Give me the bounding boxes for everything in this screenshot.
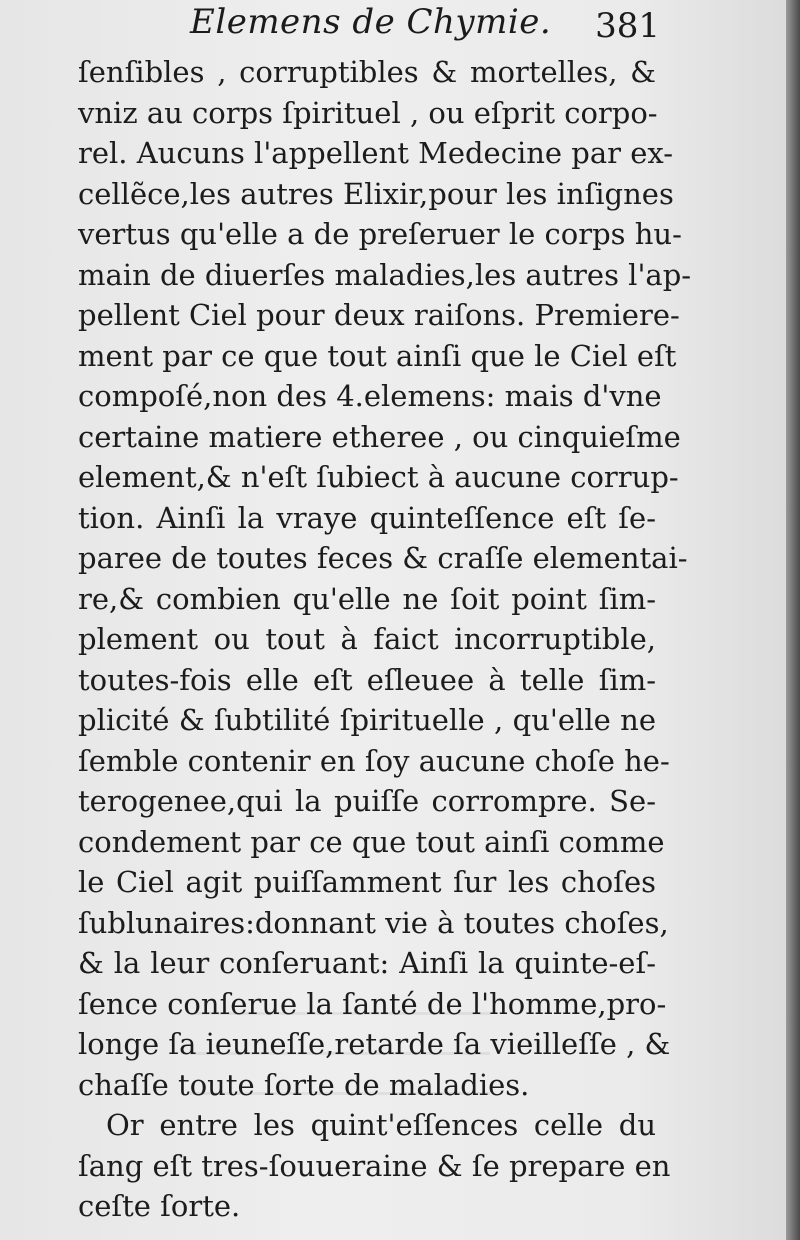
text-line: rel. Aucuns l'appellent Medecine par ex-: [78, 136, 674, 170]
page-header: [80, 2, 660, 46]
page-edge-shadow: [786, 0, 800, 1240]
text-line: ſemble contenir en ſoy aucune choſe he-: [78, 743, 670, 778]
text-line: plement ou tout à faict incorruptible,: [78, 622, 656, 656]
text-line: terogenee,qui la puiſſe corrompre. Se-: [78, 784, 656, 818]
text-line: pellent Ciel pour deux raiſons. Premiere-: [78, 298, 680, 332]
text-line: ſang eſt tres-ſouueraine & ſe prepare en: [78, 1148, 671, 1183]
text-line: tion. Ainſi la vraye quinteſſence eſt ſe-: [78, 500, 656, 535]
text-line: compoſé,non des 4.elemens: mais d'vne: [78, 379, 662, 413]
text-line: condement par ce que tout ainſi comme: [78, 824, 665, 859]
text-line: Or entre les quint'eſſences celle du: [106, 1108, 656, 1142]
text-line: ceſte ſorte.: [78, 1189, 241, 1223]
text-line: plicité & ſubtilité ſpirituelle , qu'elle ne: [78, 703, 656, 737]
text-line: paree de toutes feces & craſſe elementai-: [78, 541, 688, 575]
text-line: longe ſa ieuneſſe,retarde ſa vieilleſſe , &: [78, 1027, 671, 1061]
text-line: ſublunaires:donnant vie à toutes choſes,: [78, 905, 669, 940]
running-title: Elemens de Chymie.: [190, 2, 552, 42]
text-line: chaſſe toute ſorte de maladies.: [78, 1067, 530, 1102]
text-line: certaine matiere etheree , ou cinquieſme: [78, 419, 681, 454]
text-line: le Ciel agit puiſſamment ſur les choſes: [78, 865, 656, 899]
text-line: cellẽce,les autres Elixir,pour les inſignes: [78, 176, 674, 211]
text-line: ment par ce que tout ainſi que le Ciel eſt: [78, 338, 677, 373]
page-number: 381: [595, 6, 660, 46]
text-line: & la leur conſeruant: Ainſi la quinte-eſ-: [78, 946, 656, 980]
text-line: ſenſibles , corruptibles & mortelles, &: [78, 55, 656, 89]
text-line: ſence conſerue la ſanté de l'homme,pro-: [78, 986, 667, 1021]
text-line: vniz au corps ſpirituel , ou eſprit corpo-: [78, 95, 658, 130]
body-text: [78, 52, 692, 1227]
text-line: main de diuerſes maladies,les autres l'ap-: [78, 257, 692, 292]
text-line: re,& combien qu'elle ne ſoit point ſim-: [78, 581, 656, 616]
text-line: toutes-fois elle eſt eſleuee à telle ſim-: [78, 662, 656, 697]
text-line: element,& n'eſt ſubiect à aucune corrup-: [78, 460, 679, 494]
text-line: vertus qu'elle a de preſeruer le corps hu-: [78, 217, 682, 251]
